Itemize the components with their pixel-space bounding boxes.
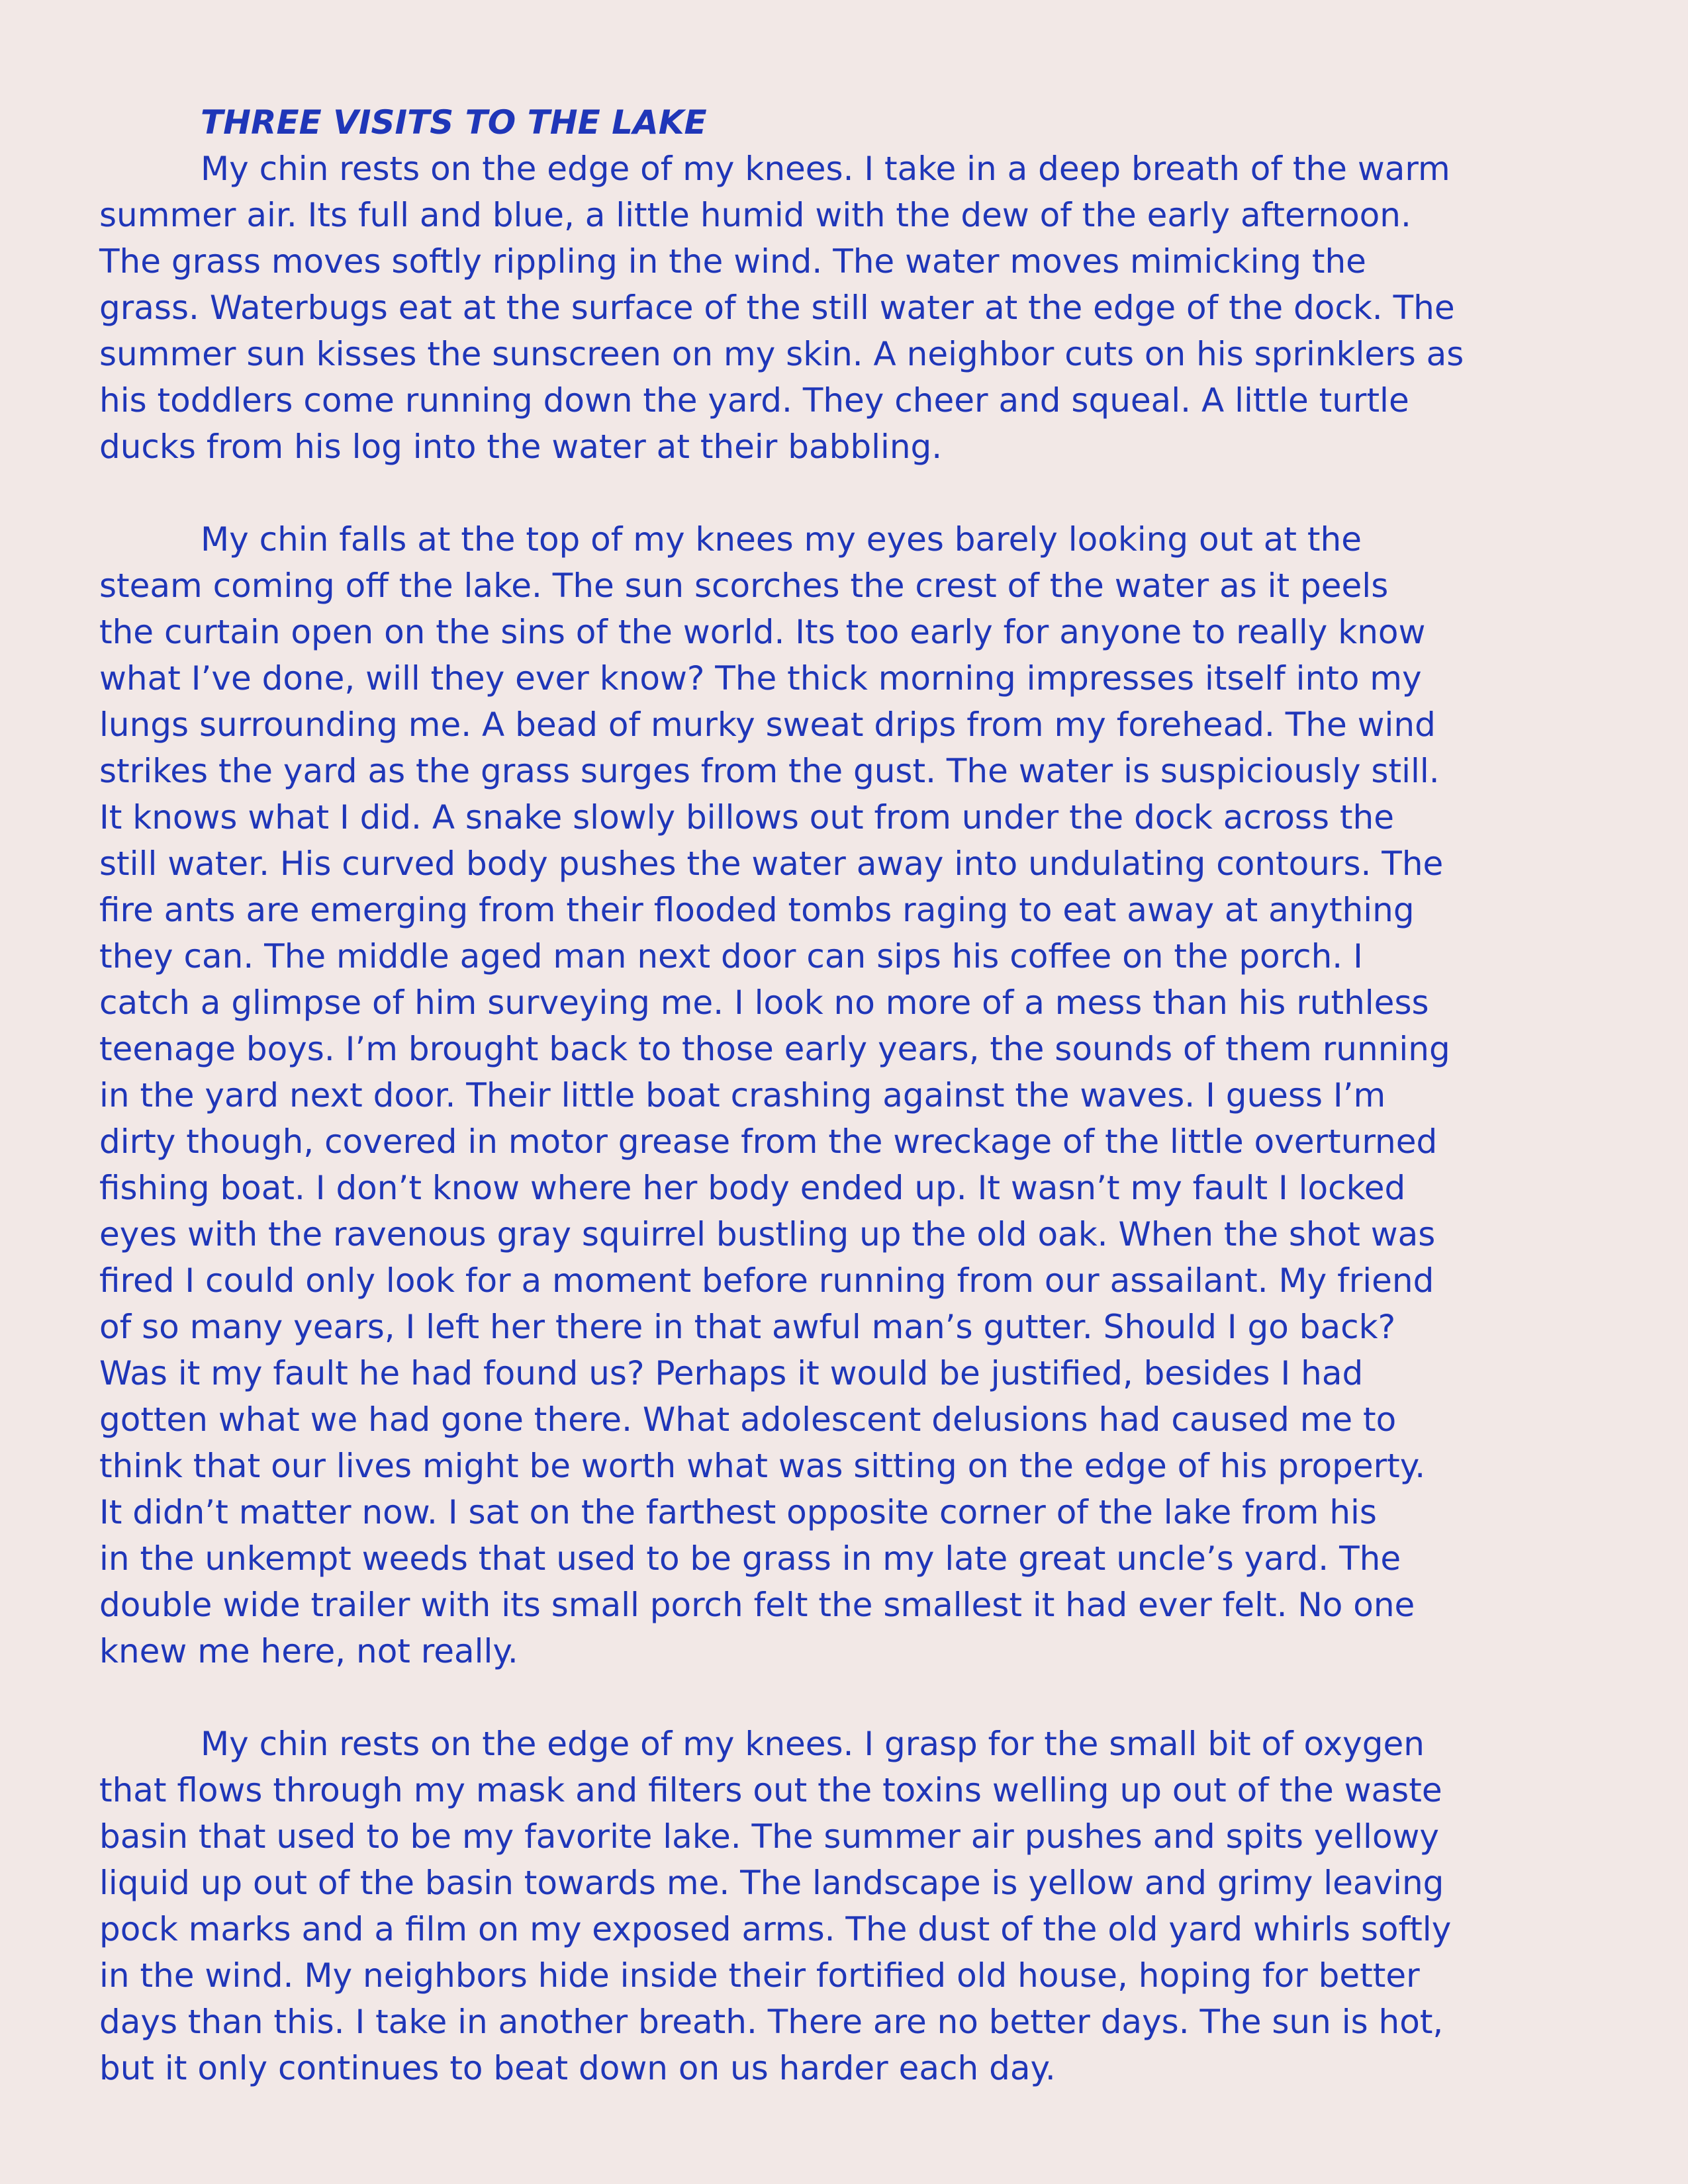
paragraph-2: My chin falls at the top of my knees my eyes barely looking out at the steam coming off the lake. The sun scorches the crest of the water as it peels the curtain open on the sins of the world. Its too early for anyone to really know what I’ve done, will they ever know? The thick morning impresses itself into my lungs surrounding me. A bead of murky sweat drips from my forehead. The wind strikes the yard as the grass surges from the gust. The water is suspiciously still. It knows what I did. A snake slowly billows out from under the dock across the still water. His curved body pushes the water away into undulating contours. The fire ants are emerging from their flooded tombs raging to eat away at anything they can. The middle aged man next door can sips his coffee on the porch. I catch a glimpse of him surveying me. I look no more of a mess than his ruthless teenage boys. I’m brought back to those early years, the sounds of them running in the yard next door. Their little boat crashing against the waves. I guess I’m dirty though, covered in motor grease from the wreckage of the little overturned fishing boat. I don’t know where her body ended up. It wasn’t my fault I locked eyes with the ravenous gray squirrel bustling up the old oak. When the shot was fired I could only look for a moment before running from our assailant. My friend of so many years, I left her there in that awful man’s gutter. Should I go back? Was it my fault he had found us? Perhaps it would be justified, besides I had gotten what we had gone there. What adolescent delusions had caused me to think that our lives might be worth what was sitting on the edge of his property. It didn’t matter now. I sat on the farthest opposite corner of the lake from his in the unkempt weeds that used to be grass in my late great uncle’s yard. The double wide trailer with its small porch felt the smallest it had ever felt. No one knew me here, not really. <box>99 520 1450 1670</box>
document-title: THREE VISITS TO THE LAKE <box>201 103 707 142</box>
paragraph-spacer <box>99 470 1589 516</box>
paragraph-1: My chin rests on the edge of my knees. I take in a deep breath of the warm summer air. Its full and blue, a little humid with the dew of the early afternoon. The grass moves softly rippling in the wind. The water moves mimicking the grass. Waterbugs eat at the surface of the still water at the edge of the dock. The summer sun kisses the sunscreen on my skin. A neighbor cuts on his sprinklers as his toddlers come running down the yard. They cheer and squeal. A little turtle ducks from his log into the water at their babbling. <box>99 150 1464 466</box>
paragraph-spacer <box>99 1674 1589 1721</box>
paragraph-3: My chin rests on the edge of my knees. I grasp for the small bit of oxygen that flows through my mask and filters out the toxins welling up out of the waste basin that used to be my favorite lake. The summer air pushes and spits yellowy liquid up out of the basin towards me. The landscape is yellow and grimy leaving pock marks and a film on my exposed arms. The dust of the old yard whirls softly in the wind. My neighbors hide inside their fortified old house, hoping for better days than this. I take in another breath. There are no better days. The sun is hot, but it only continues to beat down on us harder each day. <box>99 1725 1452 2087</box>
